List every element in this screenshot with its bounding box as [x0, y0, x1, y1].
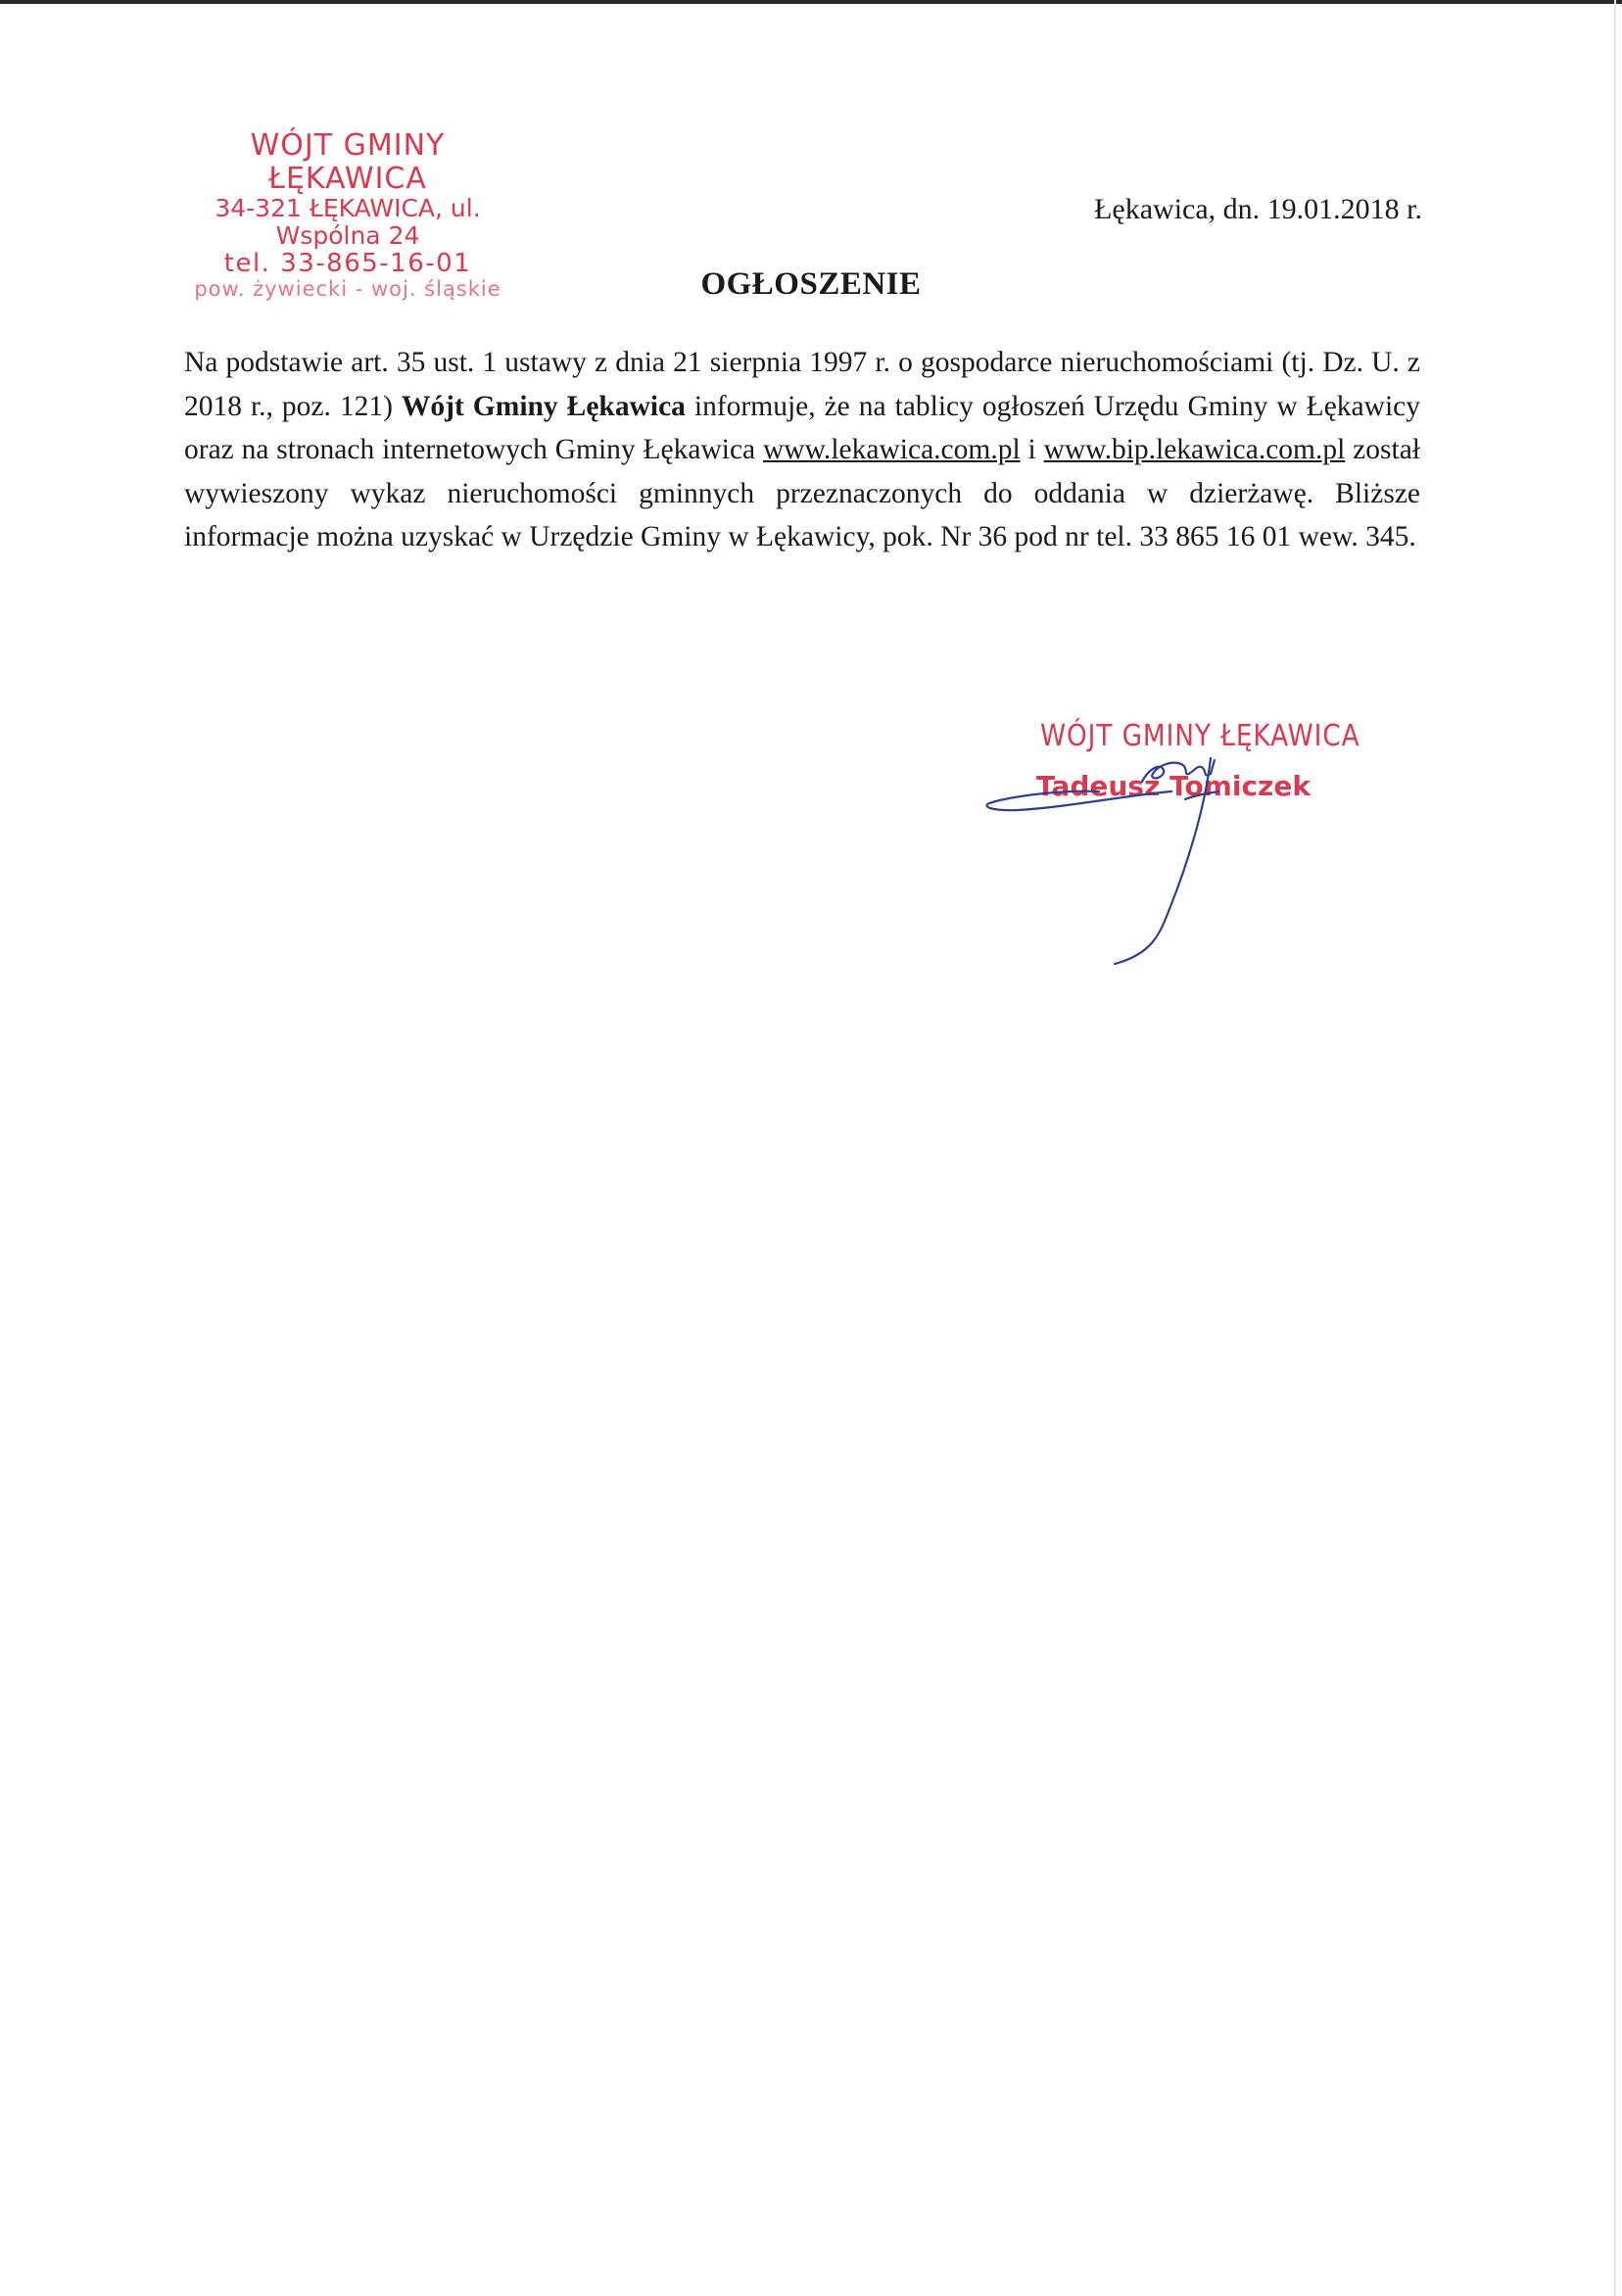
signature-stamp-name: Tadeusz Tomiczek — [1036, 770, 1311, 802]
scan-edge-right — [1614, 0, 1616, 2296]
signature-block — [979, 713, 1360, 978]
document-title: OGŁOSZENIE — [700, 266, 922, 302]
link-lekawica[interactable]: www.lekawica.com.pl — [762, 434, 1021, 465]
header-stamp-region: pow. żywiecki - woj. śląskie — [194, 277, 501, 302]
announcement-body — [184, 341, 1420, 559]
header-stamp-title: WÓJT GMINY ŁĘKAWICA — [250, 128, 446, 196]
body-authority-name: Wójt Gminy Łękawica — [401, 390, 686, 422]
body-text-part-1: Na podstawie art. 35 ust. 1 ustawy z dnia 21 sierpnia 1997 r. o gospodarce nieruchomościami (tj. Dz. U. z 2018 r., poz. 121) — [184, 347, 1420, 422]
body-conjunction: i — [1020, 434, 1044, 465]
scan-edge-top — [0, 0, 1622, 4]
document-date: Łękawica, dn. 19.01.2018 r. — [1094, 193, 1422, 225]
body-text-part-2: informuje, że na tablicy ogłoszeń Urzędu Gminy w Łękawicy oraz na stronach internetowych Gminy Łękawica — [184, 390, 1420, 465]
link-bip-lekawica[interactable]: www.bip.lekawica.com.pl — [1043, 434, 1346, 465]
header-stamp-phone: tel. 33-865-16-01 — [223, 249, 472, 279]
body-text-part-3: został wywieszony wykaz nieruchomości gminnych przeznaczonych do oddania w dzierżawę. Bliższe informacje można uzyskać w Urzędzie Gminy w Łękawicy, pok. Nr 36 pod nr tel. 33 865 16 01 wew. 345. — [184, 434, 1420, 552]
header-stamp-address: 34-321 ŁĘKAWICA, ul. Wspólna 24 — [215, 194, 481, 251]
handwritten-signature — [979, 713, 1352, 978]
signature-stamp-title: WÓJT GMINY ŁĘKAWICA — [1040, 719, 1360, 753]
